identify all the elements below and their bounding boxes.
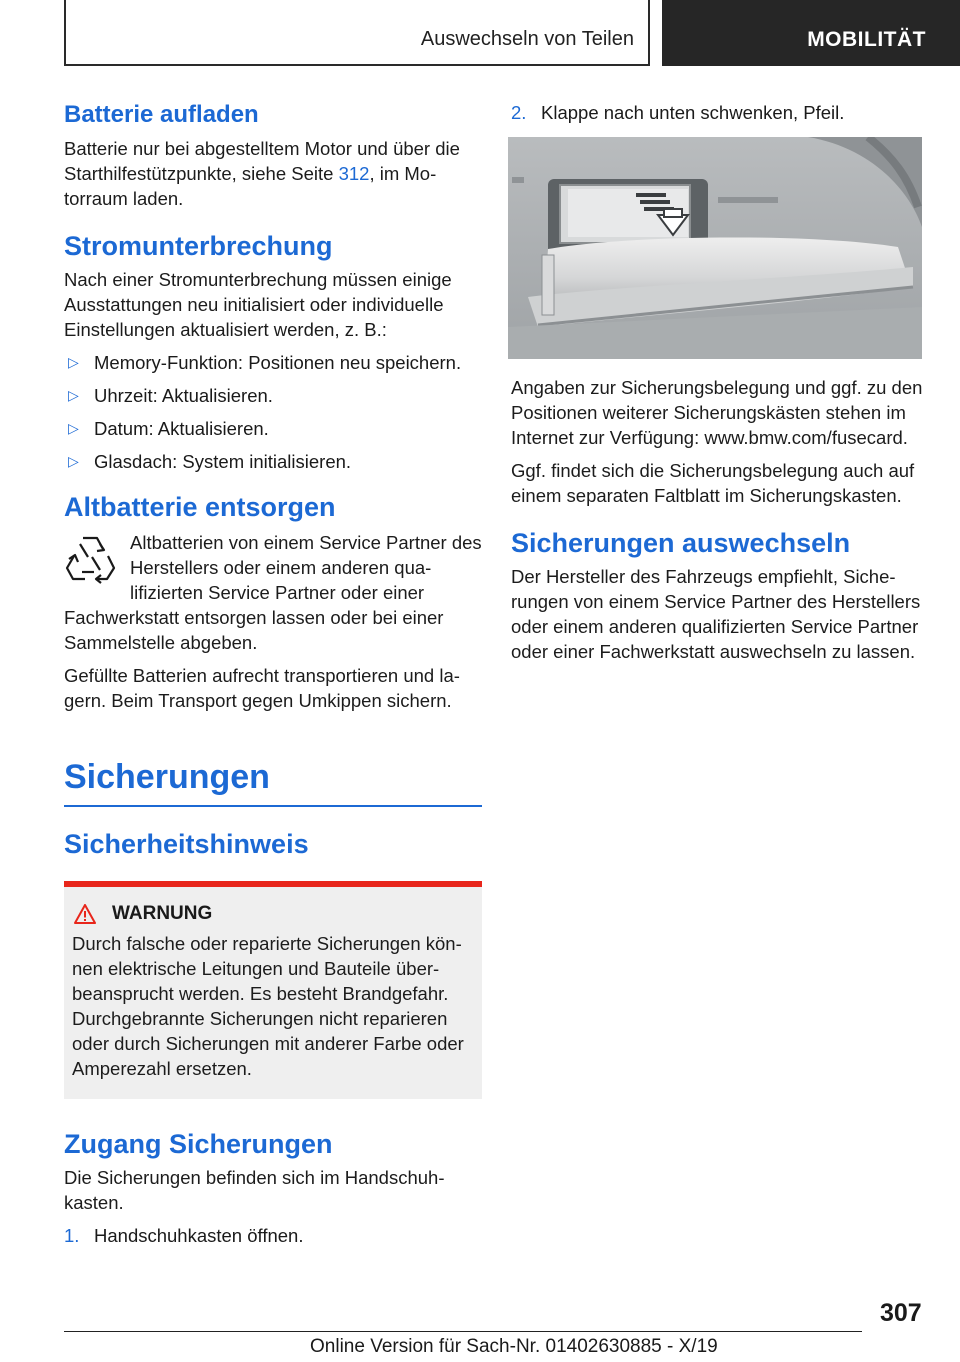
right-column <box>511 100 931 672</box>
triangle-right-icon: ▷ <box>68 453 79 469</box>
list-item: 1. Handschuhkasten öffnen. <box>64 1225 304 1246</box>
triangle-right-icon: ▷ <box>68 420 79 436</box>
heading-power-interruption: Stromunterbrechung <box>64 231 333 261</box>
chapter-tab <box>662 0 960 66</box>
step-number: 1. <box>64 1225 80 1246</box>
access-steps <box>64 1223 482 1248</box>
info-paragraph-2: Ggf. findet sich die Sicherungsbelegung auch auf einem separaten Faltblatt im Sicherungskasten. <box>511 460 915 506</box>
section-title: Auswechseln von Teilen <box>420 28 634 50</box>
heading-battery-disposal: Altbatterie entsorgen <box>64 492 336 522</box>
warning-text: Durch falsche oder reparierte Sicherungen können elektrische Leitungen und Bauteile überbeansprucht werden. Es besteht Brandgefahr. Durchgebrannte Sicherungen nicht reparieren oder durch Sicherungen mit anderer Farbe oder Amperezahl ersetzen. <box>72 933 464 1079</box>
footer-divider <box>64 1331 862 1332</box>
page-link[interactable]: 312 <box>338 163 370 184</box>
triangle-right-icon: ▷ <box>68 354 79 370</box>
settings-list <box>64 350 482 474</box>
heading-fuse-access: Zugang Sicherungen <box>64 1129 333 1159</box>
warning-title: WARNUNG <box>112 903 213 924</box>
list-item: ▷ Memory-Funktion: Positionen neu speichern. <box>68 352 462 373</box>
list-item: ▷ Glasdach: System initialisieren. <box>68 451 352 472</box>
access-paragraph: Die Sicherungen befinden sich im Handschuhkasten. <box>64 1167 445 1213</box>
heading-safety-notice: Sicherheitshinweis <box>64 829 309 859</box>
list-item: ▷ Datum: Aktualisieren. <box>68 418 269 439</box>
step-number: 2. <box>511 102 527 123</box>
replace-paragraph: Der Hersteller des Fahrzeugs empfiehlt, Sicherungen von einem Service Partner des Herstellers oder einem anderen qualifizierten Service Partner oder einer Fachwerkstatt auswechseln zu lassen. <box>511 566 921 662</box>
online-version-note: Online Version für Sach-Nr. 01402630885 - X/19 <box>310 1336 718 1357</box>
page-number: 307 <box>880 1299 922 1327</box>
warning-triangle-icon <box>74 904 96 924</box>
info-paragraph: Angaben zur Sicherungsbelegung und ggf. zu den Positionen weiterer Sicherungskästen stehen im Internet zur Verfügung: www.bmw.com/fusecard. <box>511 377 923 448</box>
power-paragraph: Nach einer Stromunterbrechung müssen einige Ausstattungen neu initialisiert oder individuelle Einstellungen aktualisiert werden, z. B.: <box>64 269 452 340</box>
charge-paragraph: Batterie nur bei abgestelltem Motor und über die Starthilfestützpunkte, siehe Seite 312, im Motorraum laden. <box>64 138 460 209</box>
recycle-icon <box>64 530 130 602</box>
disposal-block <box>64 530 482 655</box>
heading-charge-battery: Batterie aufladen <box>64 101 259 128</box>
page-header <box>0 0 960 66</box>
disposal-paragraph-2: Gefüllte Batterien aufrecht transportieren und lagern. Beim Transport gegen Umkippen sichern. <box>64 665 460 711</box>
list-item: 2. Klappe nach unten schwenken, Pfeil. <box>511 102 845 123</box>
triangle-right-icon: ▷ <box>68 387 79 403</box>
access-steps-continued <box>511 100 931 125</box>
warning-header <box>74 903 474 925</box>
glovebox-photo <box>508 137 922 359</box>
chapter-title: MOBILITÄT <box>807 28 926 51</box>
warning-box <box>64 881 482 1099</box>
list-item: ▷ Uhrzeit: Aktualisieren. <box>68 385 273 406</box>
heading-replace-fuses: Sicherungen auswechseln <box>511 528 851 558</box>
disposal-paragraph: Altbatterien von einem Service Partner des Herstellers oder einem anderen qualifizierten Service Partner oder einer Fachwerkstatt entsorgen lassen oder bei einer Sammelstelle abgeben. <box>64 532 482 653</box>
section-tab <box>64 0 650 66</box>
left-column <box>64 100 482 1256</box>
heading-fuses: Sicherungen <box>64 757 482 807</box>
